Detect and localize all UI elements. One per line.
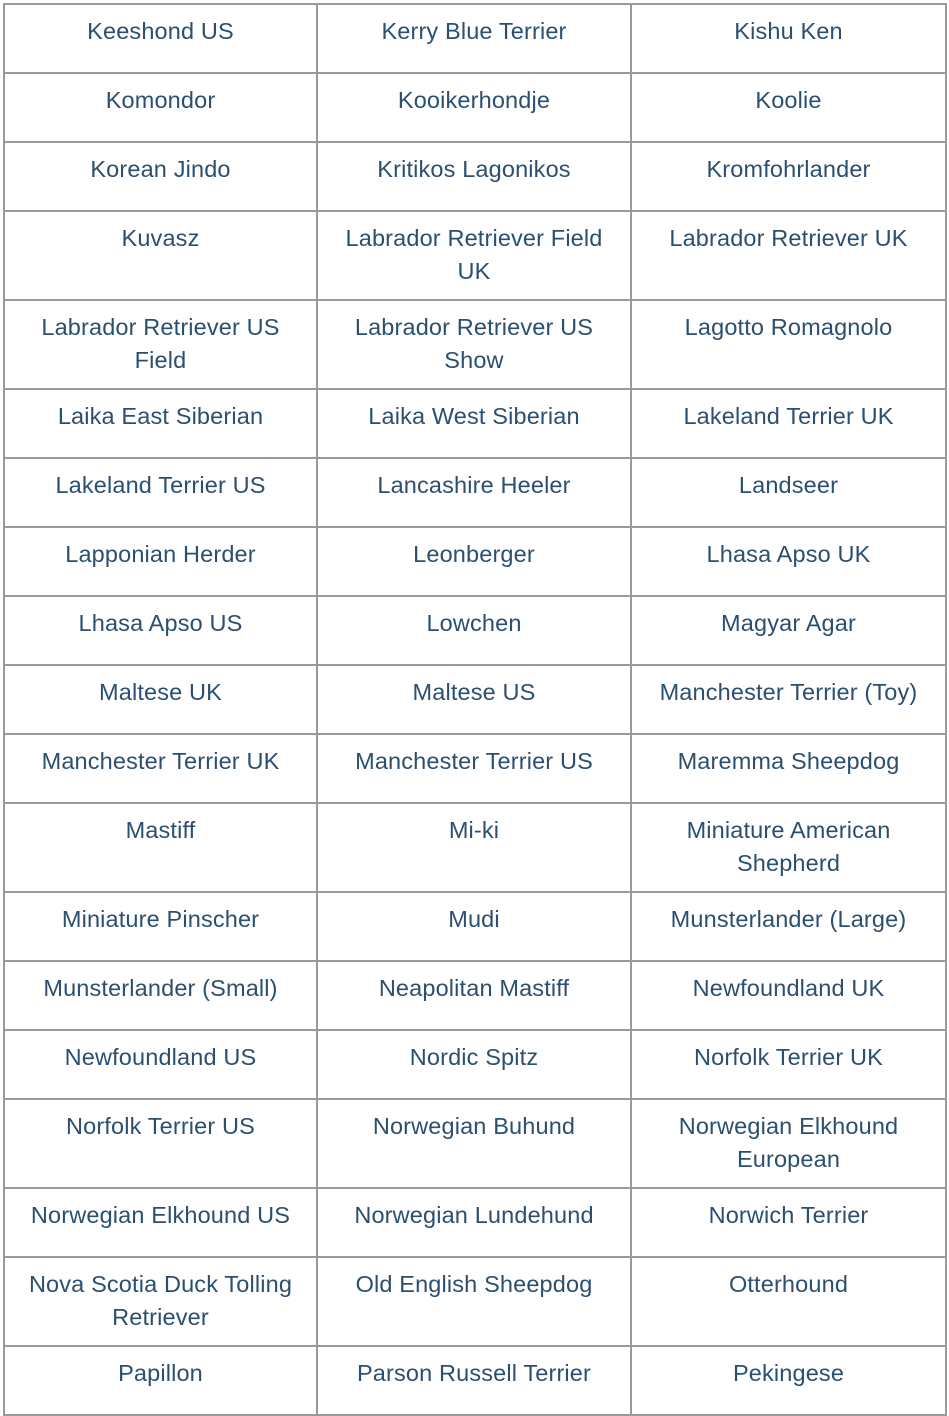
table-row (4, 4, 946, 73)
table-cell: Lhasa Apso US (4, 596, 317, 665)
table-row (4, 73, 946, 142)
table-cell: Norfolk Terrier UK (631, 1030, 946, 1099)
table-cell: Leonberger (317, 527, 631, 596)
table-cell: Neapolitan Mastiff (317, 961, 631, 1030)
table-cell: Pekingese (631, 1346, 946, 1415)
table-cell: Kerry Blue Terrier (317, 4, 631, 73)
table-cell: Labrador Retriever Field UK (317, 211, 631, 300)
table-row (4, 596, 946, 665)
table-cell: Maltese US (317, 665, 631, 734)
table-cell: Koolie (631, 73, 946, 142)
table-cell: Miniature Pinscher (4, 892, 317, 961)
table-cell: Kromfohrlander (631, 142, 946, 211)
table-cell: Mi-ki (317, 803, 631, 892)
table-row (4, 803, 946, 892)
table-cell: Manchester Terrier (Toy) (631, 665, 946, 734)
table-row (4, 300, 946, 389)
table-row (4, 142, 946, 211)
table-cell: Norwegian Elkhound European (631, 1099, 946, 1188)
table-cell: Laika East Siberian (4, 389, 317, 458)
table-cell: Norwegian Buhund (317, 1099, 631, 1188)
table-cell: Newfoundland UK (631, 961, 946, 1030)
table-cell: Korean Jindo (4, 142, 317, 211)
table-cell: Labrador Retriever UK (631, 211, 946, 300)
table-cell: Laika West Siberian (317, 389, 631, 458)
table-cell: Labrador Retriever US Show (317, 300, 631, 389)
table-cell: Otterhound (631, 1257, 946, 1346)
table-row (4, 892, 946, 961)
table-cell: Nordic Spitz (317, 1030, 631, 1099)
breed-table-body (4, 4, 946, 1415)
table-cell: Lowchen (317, 596, 631, 665)
table-cell: Maremma Sheepdog (631, 734, 946, 803)
table-cell: Kritikos Lagonikos (317, 142, 631, 211)
table-cell: Landseer (631, 458, 946, 527)
table-cell: Kishu Ken (631, 4, 946, 73)
table-cell: Komondor (4, 73, 317, 142)
table-row (4, 389, 946, 458)
table-cell: Nova Scotia Duck Tolling Retriever (4, 1257, 317, 1346)
table-cell: Norwegian Elkhound US (4, 1188, 317, 1257)
table-cell: Norwegian Lundehund (317, 1188, 631, 1257)
table-cell: Miniature American Shepherd (631, 803, 946, 892)
table-cell: Lancashire Heeler (317, 458, 631, 527)
table-cell: Kooikerhondje (317, 73, 631, 142)
table-cell: Norfolk Terrier US (4, 1099, 317, 1188)
table-row (4, 961, 946, 1030)
table-cell: Mastiff (4, 803, 317, 892)
table-cell: Lakeland Terrier UK (631, 389, 946, 458)
table-row (4, 665, 946, 734)
table-row (4, 1346, 946, 1415)
table-cell: Keeshond US (4, 4, 317, 73)
table-row (4, 1257, 946, 1346)
table-cell: Lagotto Romagnolo (631, 300, 946, 389)
table-cell: Lapponian Herder (4, 527, 317, 596)
table-cell: Papillon (4, 1346, 317, 1415)
table-row (4, 1030, 946, 1099)
table-cell: Norwich Terrier (631, 1188, 946, 1257)
table-cell: Magyar Agar (631, 596, 946, 665)
table-cell: Munsterlander (Small) (4, 961, 317, 1030)
table-row (4, 1188, 946, 1257)
table-row (4, 458, 946, 527)
table-cell: Manchester Terrier UK (4, 734, 317, 803)
table-cell: Mudi (317, 892, 631, 961)
table-cell: Manchester Terrier US (317, 734, 631, 803)
breed-table (3, 3, 947, 1416)
table-cell: Labrador Retriever US Field (4, 300, 317, 389)
table-cell: Newfoundland US (4, 1030, 317, 1099)
table-row (4, 734, 946, 803)
table-row (4, 1099, 946, 1188)
table-cell: Kuvasz (4, 211, 317, 300)
table-row (4, 211, 946, 300)
table-cell: Lakeland Terrier US (4, 458, 317, 527)
table-cell: Maltese UK (4, 665, 317, 734)
table-cell: Old English Sheepdog (317, 1257, 631, 1346)
table-cell: Parson Russell Terrier (317, 1346, 631, 1415)
table-cell: Munsterlander (Large) (631, 892, 946, 961)
table-row (4, 527, 946, 596)
table-cell: Lhasa Apso UK (631, 527, 946, 596)
